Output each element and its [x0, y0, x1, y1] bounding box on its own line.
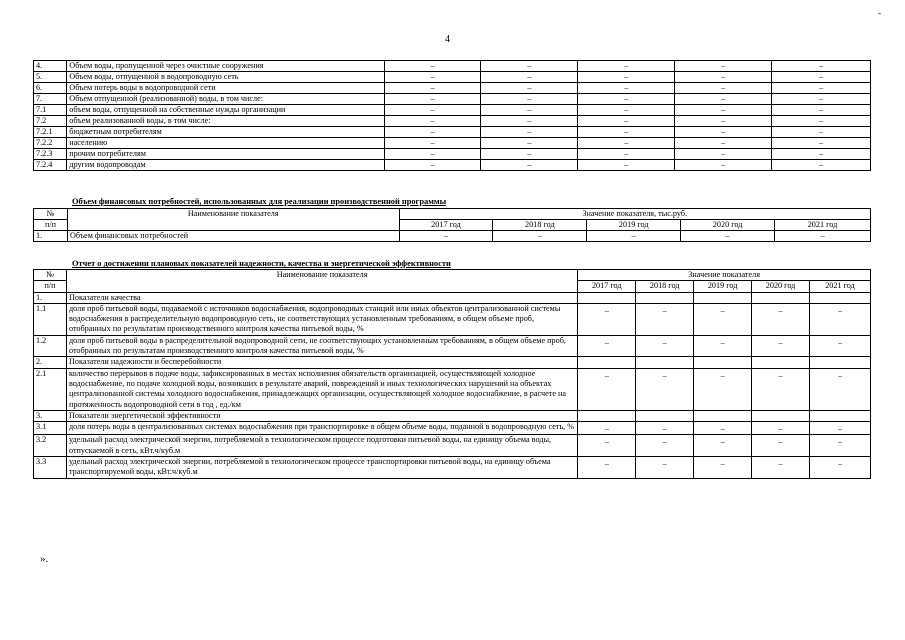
row-name: доля проб питьевой воды, подаваемой с источников водоснабжения, водопроводных станций или иных объектов централизованной системы водоснабжения в распределительную водопроводную сеть, не соответствующих установленным требованиям, в общем объеме проб, отобранных по результатам производственного контроля качества питьевой воды, % [66, 303, 577, 335]
table-row [34, 116, 871, 127]
row-number: 3. [34, 410, 67, 421]
row-value: – [384, 138, 481, 149]
row-value: – [772, 138, 871, 149]
table-row [34, 94, 871, 105]
row-value: – [772, 94, 871, 105]
table-row [34, 335, 871, 357]
year-header: 2018 год [493, 220, 587, 231]
row-value: – [752, 422, 810, 435]
row-value: – [810, 368, 871, 410]
header-value: Значение показателя [578, 270, 871, 281]
row-value: – [675, 83, 772, 94]
section-row [34, 410, 871, 421]
empty-cell [636, 357, 694, 368]
row-value: – [481, 94, 578, 105]
row-number: 5. [34, 72, 67, 83]
row-value: – [675, 149, 772, 160]
row-value: – [772, 105, 871, 116]
row-value: – [675, 105, 772, 116]
row-value: – [578, 368, 636, 410]
row-value: – [578, 138, 675, 149]
table-row [34, 149, 871, 160]
row-value: – [752, 457, 810, 479]
year-header: 2020 год [752, 281, 810, 292]
row-value: – [772, 160, 871, 171]
row-name: другим водопроводам [67, 160, 384, 171]
row-value: – [578, 61, 675, 72]
header-num2: п/п [34, 220, 68, 231]
table-row [34, 303, 871, 335]
row-number: 7.2.3 [34, 149, 67, 160]
section-row [34, 357, 871, 368]
row-value: – [587, 231, 681, 242]
row-value: – [694, 457, 752, 479]
row-value: – [578, 422, 636, 435]
corner-mark: - [878, 8, 881, 18]
row-value: – [772, 61, 871, 72]
row-value: – [752, 303, 810, 335]
row-value: – [481, 61, 578, 72]
empty-cell [578, 292, 636, 303]
row-value: – [675, 72, 772, 83]
row-value: – [481, 138, 578, 149]
row-name: Показатели надежности и бесперебойности [66, 357, 577, 368]
empty-cell [752, 357, 810, 368]
empty-cell [810, 357, 871, 368]
closing-quote: ». [40, 553, 49, 565]
year-header: 2017 год [578, 281, 636, 292]
row-name: бюджетным потребителям [67, 127, 384, 138]
row-value: – [636, 368, 694, 410]
row-value: – [384, 72, 481, 83]
row-number: 1.2 [34, 335, 67, 357]
financial-table-body [34, 231, 871, 242]
row-value: – [752, 435, 810, 457]
row-value: – [810, 303, 871, 335]
row-value: – [636, 335, 694, 357]
table-row [34, 83, 871, 94]
empty-cell [752, 292, 810, 303]
section-row [34, 292, 871, 303]
row-name: Объем потерь воды в водопроводной сети [67, 83, 384, 94]
header-num2: п/п [34, 281, 67, 292]
table-row [34, 105, 871, 116]
row-value: – [384, 94, 481, 105]
row-value: – [636, 422, 694, 435]
empty-cell [636, 292, 694, 303]
row-value: – [384, 83, 481, 94]
row-value: – [399, 231, 493, 242]
financial-table-title: Объем финансовых потребностей, использованных для реализации производственной программы [72, 197, 447, 206]
row-value: – [681, 231, 775, 242]
empty-cell [636, 410, 694, 421]
empty-cell [694, 292, 752, 303]
year-header: 2019 год [587, 220, 681, 231]
row-number: 1. [34, 231, 68, 242]
header-num: № [34, 209, 68, 220]
row-value: – [578, 435, 636, 457]
row-name: населению [67, 138, 384, 149]
row-value: – [578, 83, 675, 94]
row-number: 7.2.2 [34, 138, 67, 149]
row-value: – [775, 231, 871, 242]
row-value: – [578, 116, 675, 127]
table-row [34, 422, 871, 435]
row-value: – [772, 116, 871, 127]
row-value: – [675, 127, 772, 138]
row-value: – [675, 94, 772, 105]
year-header: 2021 год [775, 220, 871, 231]
row-value: – [481, 83, 578, 94]
row-name: прочим потребителям [67, 149, 384, 160]
row-value: – [810, 435, 871, 457]
table-row [34, 138, 871, 149]
table-row [34, 127, 871, 138]
row-value: – [694, 303, 752, 335]
row-number: 7.2.1 [34, 127, 67, 138]
empty-cell [578, 357, 636, 368]
row-value: – [481, 105, 578, 116]
row-value: – [772, 83, 871, 94]
row-number: 2.1 [34, 368, 67, 410]
row-number: 7. [34, 94, 67, 105]
table-row [34, 435, 871, 457]
row-value: – [694, 335, 752, 357]
row-value: – [752, 368, 810, 410]
row-value: – [772, 72, 871, 83]
row-number: 1. [34, 292, 67, 303]
empty-cell [578, 410, 636, 421]
table-row [34, 231, 871, 242]
indicators-table-body [34, 292, 871, 478]
table-row [34, 160, 871, 171]
table-row [34, 61, 871, 72]
row-value: – [578, 335, 636, 357]
row-value: – [481, 160, 578, 171]
row-value: – [675, 61, 772, 72]
table-row [34, 368, 871, 410]
row-value: – [810, 422, 871, 435]
year-header: 2021 год [810, 281, 871, 292]
row-name: Показатели энергетической эффективности [66, 410, 577, 421]
row-name: Объем финансовых потребностей [67, 231, 399, 242]
year-header: 2019 год [694, 281, 752, 292]
row-value: – [675, 138, 772, 149]
row-name: удельный расход электрической энергии, потребляемой в технологическом процессе транспортировки питьевой воды, на единицу объема транспортируемой воды, кВт.ч/куб.м [66, 457, 577, 479]
header-name: Наименование показателя [67, 209, 399, 231]
row-value: – [772, 127, 871, 138]
row-value: – [694, 368, 752, 410]
row-value: – [384, 61, 481, 72]
row-value: – [636, 435, 694, 457]
row-value: – [578, 72, 675, 83]
row-number: 3.3 [34, 457, 67, 479]
row-value: – [578, 457, 636, 479]
row-number: 6. [34, 83, 67, 94]
row-value: – [694, 435, 752, 457]
row-value: – [481, 72, 578, 83]
row-value: – [636, 457, 694, 479]
volume-table-body [34, 61, 871, 171]
row-value: – [810, 335, 871, 357]
header-num: № [34, 270, 67, 281]
row-name: удельный расход электрической энергии, потребляемой в технологическом процессе подготовки питьевой воды, на единицу объема воды, отпускаемой в сеть, кВт.ч/куб.м [66, 435, 577, 457]
year-header: 2017 год [399, 220, 493, 231]
row-value: – [694, 422, 752, 435]
row-value: – [481, 149, 578, 160]
row-value: – [675, 160, 772, 171]
row-name: Объем воды, отпущенной в водопроводную сеть [67, 72, 384, 83]
volume-table [33, 60, 871, 171]
header-name: Наименование показателя [66, 270, 577, 293]
empty-cell [752, 410, 810, 421]
row-value: – [578, 303, 636, 335]
indicators-table [33, 269, 871, 479]
row-number: 7.1 [34, 105, 67, 116]
table-row [34, 72, 871, 83]
empty-cell [810, 292, 871, 303]
indicators-table-title: Отчет о достижении плановых показателей надежности, качества и энергетической эффективности [72, 259, 451, 268]
row-number: 2. [34, 357, 67, 368]
row-name: Объем отпущенной (реализованной) воды, в том числе: [67, 94, 384, 105]
row-value: – [384, 149, 481, 160]
row-name: объем воды, отпущенной на собственные нужды организации [67, 105, 384, 116]
row-value: – [578, 149, 675, 160]
year-header: 2020 год [681, 220, 775, 231]
row-value: – [481, 127, 578, 138]
row-name: доля проб питьевой воды в распределительной водопроводной сети, не соответствующих установленным требованиям, в общем объеме проб, отобранных по результатам производственного контроля качества питьевой воды, % [66, 335, 577, 357]
row-number: 4. [34, 61, 67, 72]
row-number: 3.1 [34, 422, 67, 435]
row-name: объем реализованной воды, в том числе: [67, 116, 384, 127]
row-value: – [384, 127, 481, 138]
empty-cell [694, 410, 752, 421]
empty-cell [694, 357, 752, 368]
row-name: Объем воды, пропущенной через очистные сооружения [67, 61, 384, 72]
row-value: – [578, 94, 675, 105]
row-value: – [772, 149, 871, 160]
row-number: 1.1 [34, 303, 67, 335]
row-value: – [578, 105, 675, 116]
row-value: – [752, 335, 810, 357]
row-value: – [578, 160, 675, 171]
row-value: – [578, 127, 675, 138]
financial-table [33, 208, 871, 242]
row-number: 7.2 [34, 116, 67, 127]
page-number: 4 [445, 34, 450, 45]
row-name: доля потерь воды в централизованных системах водоснабжения при транспортировке в общем объеме воды, поданной в водопроводную сеть, % [66, 422, 577, 435]
row-name: количество перерывов в подаче воды, зафиксированных в местах исполнения обязательств организацией, осуществляющей холодное водоснабжение, по подаче холодной воды, возникших в результате аварий, повреждений и иных технологических нарушений на объектах централизованной системы холодного водоснабжения, принадлежащих организации, осуществляющей холодное водоснабжение, в расчете на протяженность водопроводной сети в год , ед./км [66, 368, 577, 410]
header-value: Значение показателя, тыс.руб. [399, 209, 870, 220]
year-header: 2018 год [636, 281, 694, 292]
row-value: – [384, 105, 481, 116]
row-number: 7.2.4 [34, 160, 67, 171]
row-value: – [384, 160, 481, 171]
row-value: – [675, 116, 772, 127]
row-name: Показатели качества [66, 292, 577, 303]
row-number: 3.2 [34, 435, 67, 457]
empty-cell [810, 410, 871, 421]
row-value: – [481, 116, 578, 127]
row-value: – [810, 457, 871, 479]
row-value: – [493, 231, 587, 242]
row-value: – [384, 116, 481, 127]
row-value: – [636, 303, 694, 335]
table-row [34, 457, 871, 479]
